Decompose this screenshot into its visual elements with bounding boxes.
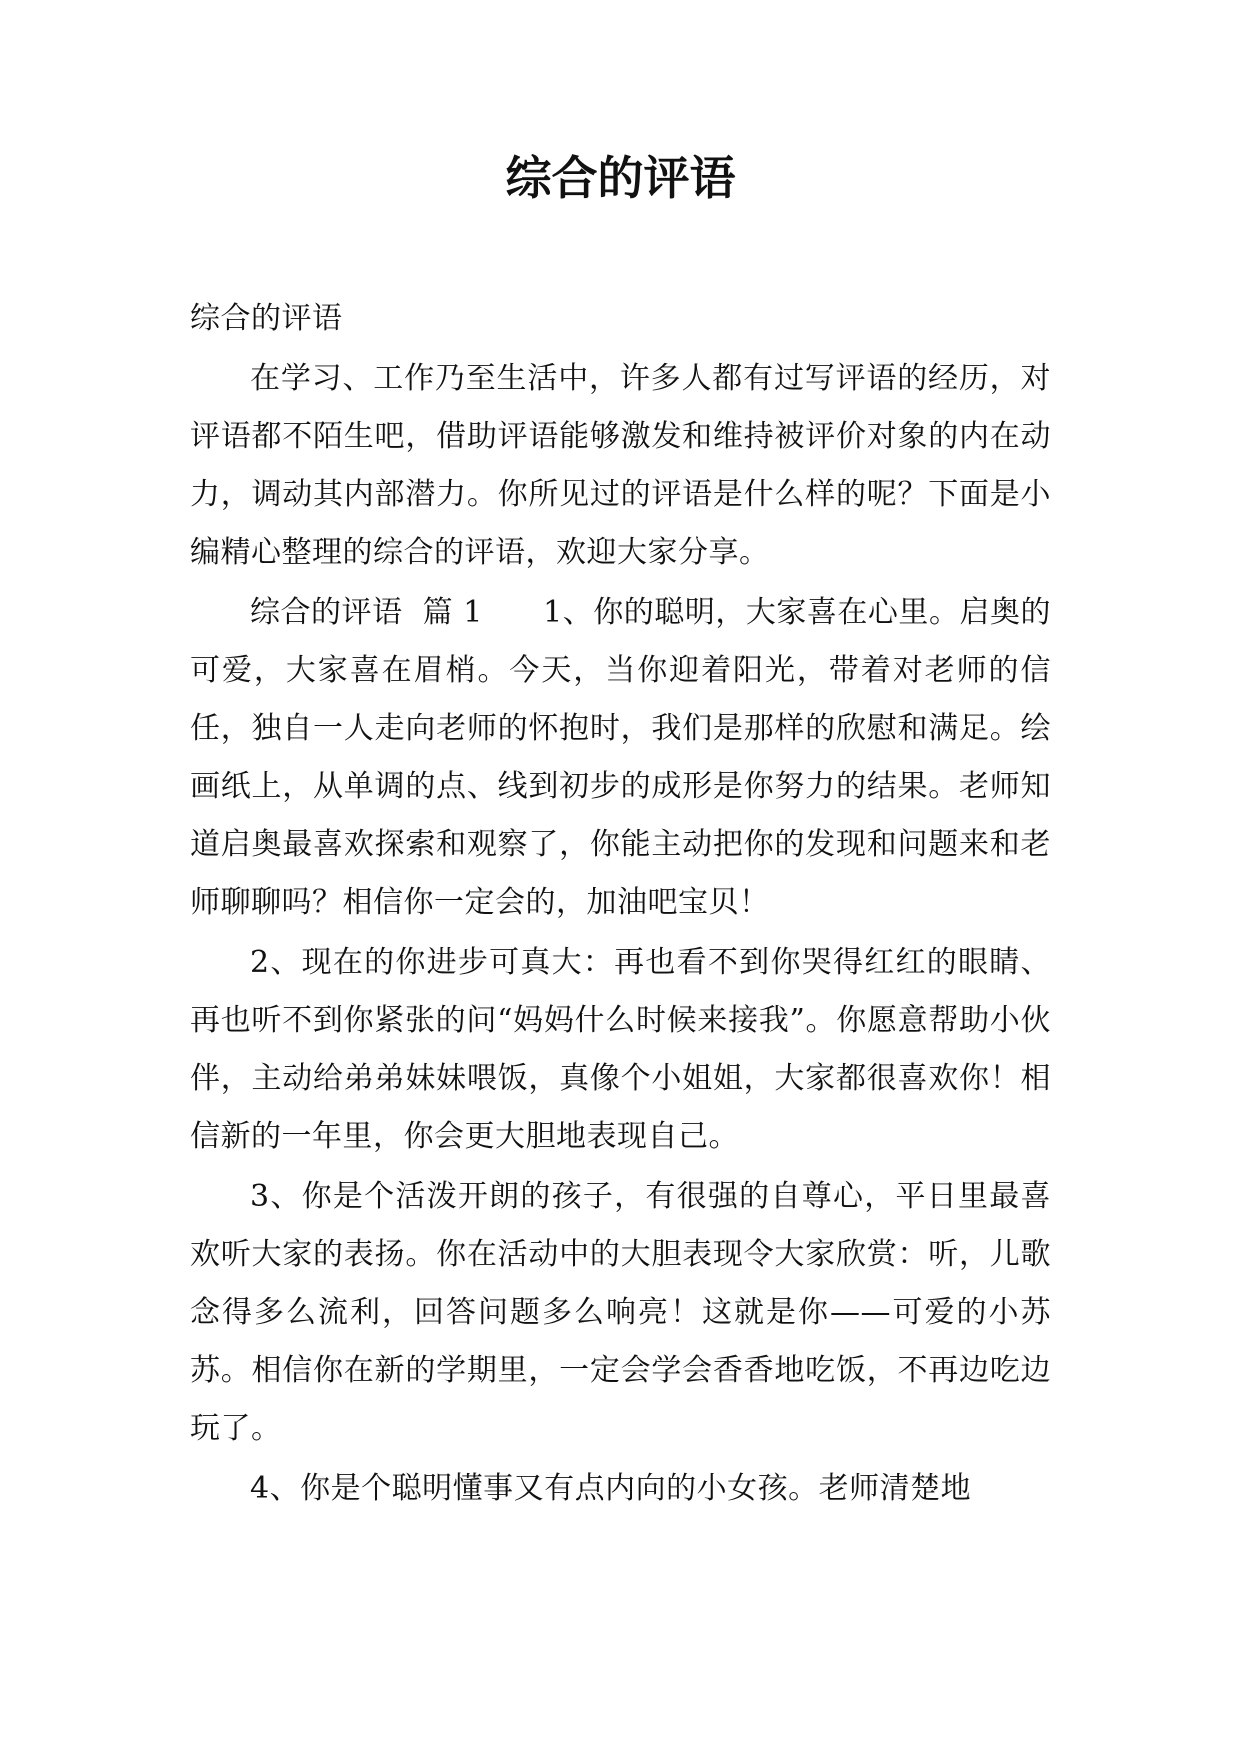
document-body [190, 290, 1051, 1518]
paragraph-comment-2: 2、现在的你进步可真大：再也看不到你哭得红红的眼睛、再也听不到你紧张的问“妈妈什么时候来接我”。你愿意帮助小伙伴，主动给弟弟妹妹喂饭，真像个小姐姐，大家都很喜欢你！相信新的一年里，你会更大胆地表现自己。 [190, 945, 1051, 1154]
paragraph-comment-4: 4、你是个聪明懂事又有点内向的小女孩。老师清楚地 [250, 1471, 972, 1506]
paragraph-intro: 在学习、工作乃至生活中，许多人都有过写评语的经历，对评语都不陌生吧，借助评语能够激发和维持被评价对象的内在动力，调动其内部潜力。你所见过的评语是什么样的呢？下面是小编精心整理的综合的评语，欢迎大家分享。 [190, 361, 1051, 570]
page-title: 综合的评语 [505, 151, 736, 205]
paragraph-comment-3: 3、你是个活泼开朗的孩子，有很强的自尊心，平日里最喜欢听大家的表扬。你在活动中的大胆表现令大家欣赏：听，儿歌念得多么流利，回答问题多么响亮！这就是你——可爱的小苏苏。相信你在新的学期里，一定会学会香香地吃饭，不再边吃边玩了。 [190, 1179, 1051, 1446]
paragraph-comment-1: 综合的评语 篇 1 1、你的聪明，大家喜在心里。启奥的可爱，大家喜在眉梢。今天，当你迎着阳光，带着对老师的信任，独自一人走向老师的怀抱时，我们是那样的欣慰和满足。绘画纸上，从单调的点、线到初步的成形是你努力的结果。老师知道启奥最喜欢探索和观察了，你能主动把你的发现和问题来和老师聊聊吗？相信你一定会的，加油吧宝贝！ [190, 595, 1051, 920]
document-subtitle: 综合的评语 [190, 301, 343, 336]
